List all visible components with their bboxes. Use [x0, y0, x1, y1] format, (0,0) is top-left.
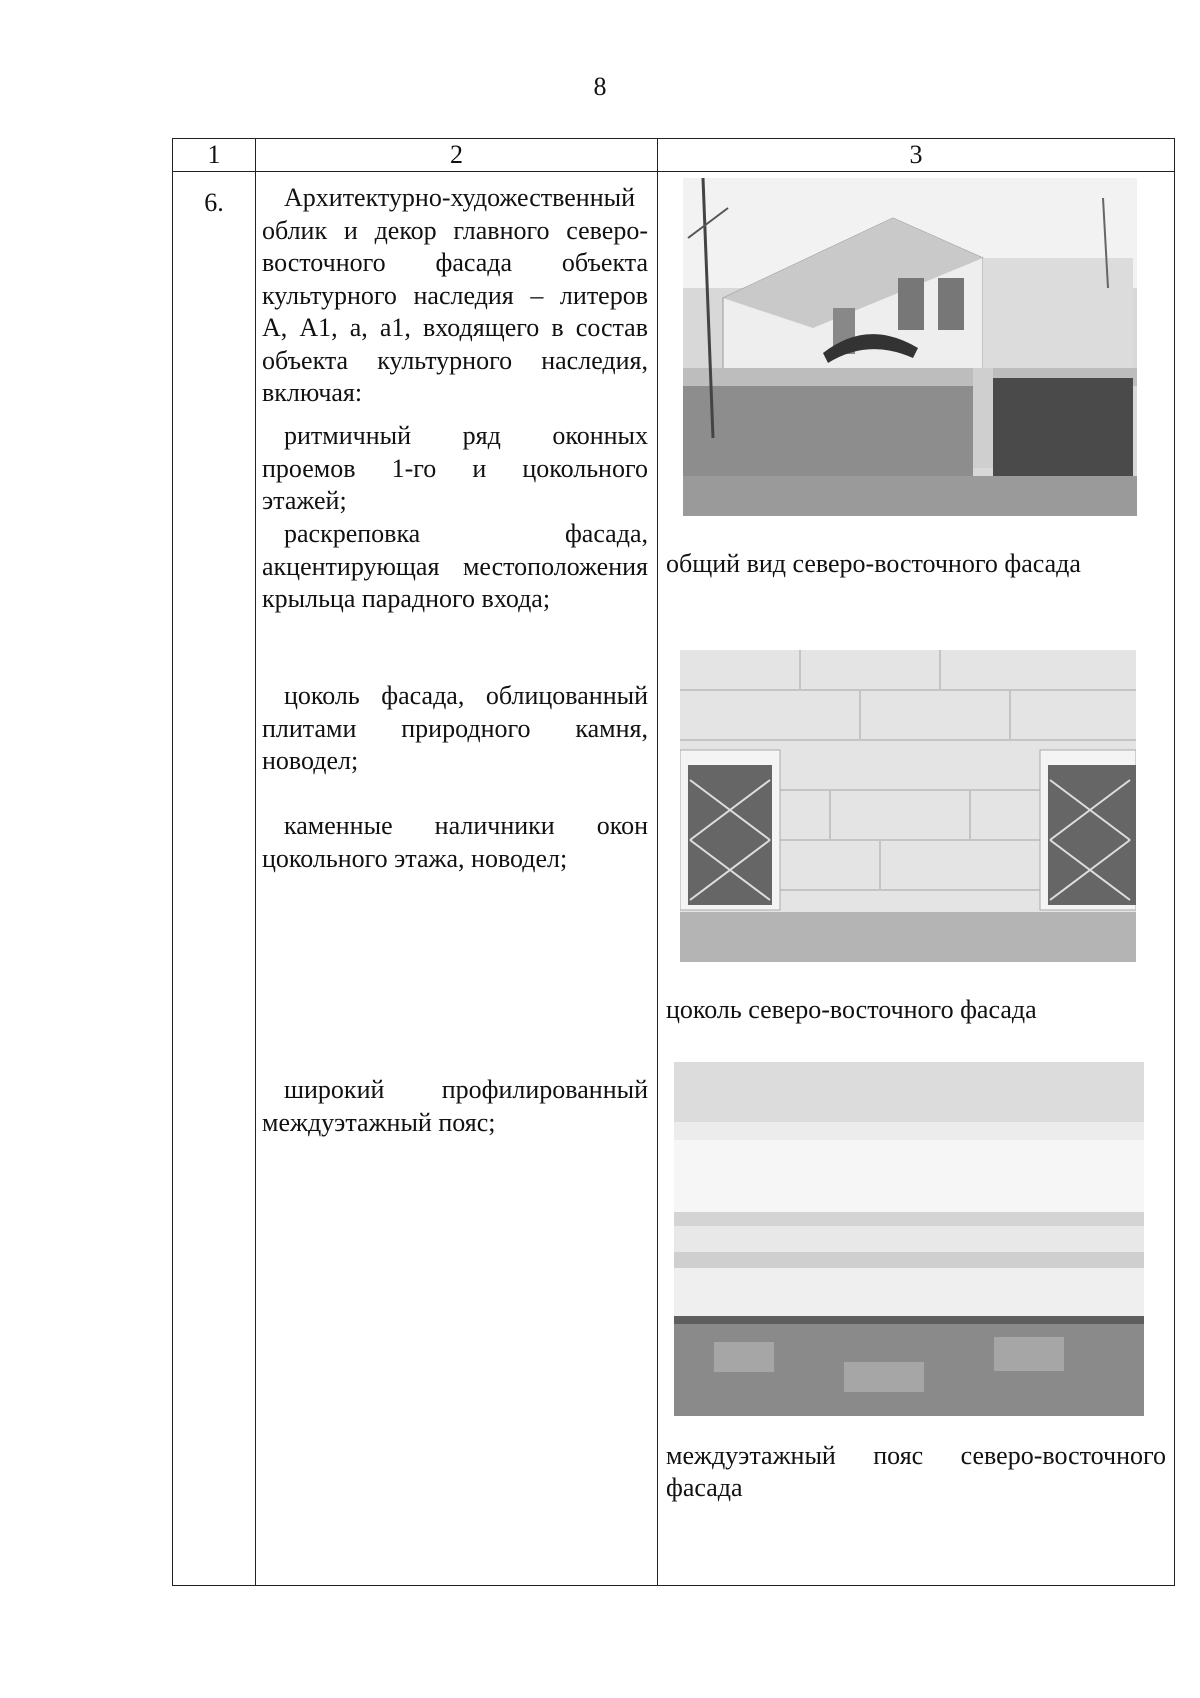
header-col-2: 2: [256, 139, 658, 172]
belt-course-photo: [674, 1062, 1144, 1416]
feature-projection: раскреповка фасада, акцентирующая местоположения крыльца парадного входа;: [262, 519, 648, 613]
caption-plinth: цоколь северо-восточного фасада: [666, 995, 1037, 1024]
facade-photo: [683, 178, 1137, 516]
caption-belt-course: междуэтажный пояс северо-восточного фасада: [666, 1441, 1166, 1502]
heritage-table: [172, 138, 1175, 1586]
page-number: 8: [593, 72, 607, 101]
table-header-row: [173, 139, 1175, 172]
photos-cell: [658, 172, 1175, 1586]
caption-facade: общий вид северо-восточного фасада: [666, 549, 1081, 578]
feature-window-frames: каменные наличники окон цокольного этажа, новодел;: [262, 811, 648, 873]
feature-plinth: цоколь фасада, облицованный плитами природного камня, новодел;: [262, 681, 648, 775]
header-col-3: 3: [658, 139, 1175, 172]
table-row: [173, 172, 1175, 1586]
row-number: 6.: [173, 172, 256, 1586]
description-cell: [256, 172, 658, 1586]
plinth-photo: [680, 650, 1136, 962]
feature-windows: ритмичный ряд оконных проемов 1-го и цокольного этажей;: [262, 421, 648, 515]
intro-paragraph: Архитектурно-художественный облик и декор главного северо-восточного фасада объекта культурного наследия – литеров А, А1, а, а1, входящего в состав объекта культурного наследия, включая:: [262, 183, 648, 407]
feature-belt-course: широкий профилированный междуэтажный пояс;: [262, 1075, 648, 1137]
header-col-1: 1: [173, 139, 256, 172]
